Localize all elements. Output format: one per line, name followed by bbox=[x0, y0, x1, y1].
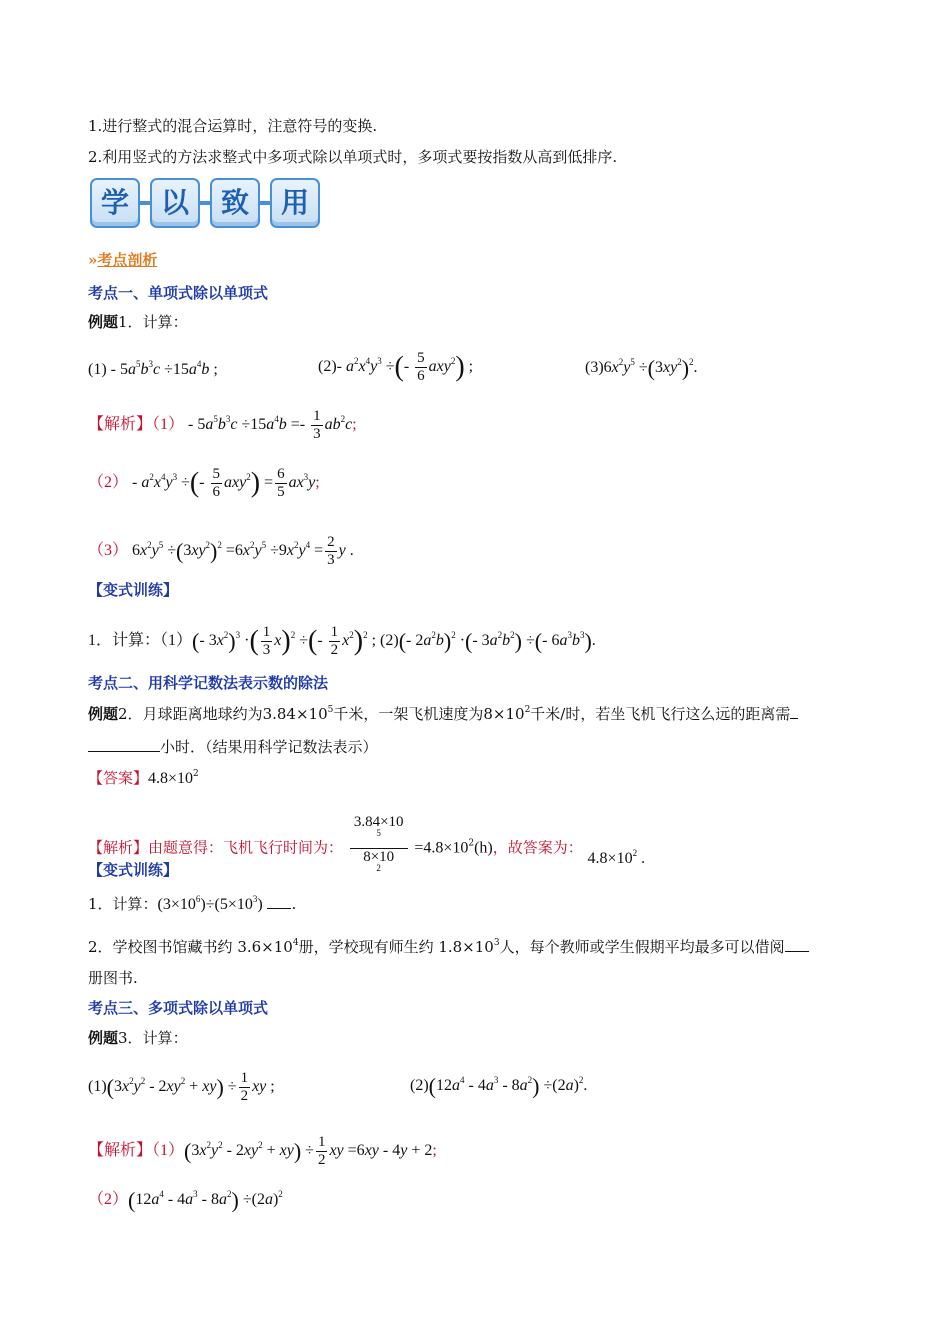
ex3-problem-1: $(1)(3x^2y^2 - 2xy^2 + xy)$ ÷ $\frac{1}{2}$ xy ; bbox=[88, 1070, 275, 1104]
section-title: 考点剖析 bbox=[97, 251, 158, 269]
bianshi-1-item-1: 1．计算：（1）(- $3x^2)^3$ ·( $\frac{1}{3}$ x)$^2$ ÷(- $\frac{1}{2}$ $x^2)^2$ ; (2)(- $2a^2b)^2$ ·(- $3a^2b^2$) ÷(- $6a^3b^3$). bbox=[88, 624, 596, 658]
kaodian-1-title: 考点一、单项式除以单项式 bbox=[88, 284, 269, 302]
ex3-solution-2: $(2)(12a^4 - 4a^3 - 8a^2) \div(2a)^2$ bbox=[88, 1187, 283, 1213]
banner-tile: 致 bbox=[210, 178, 260, 228]
banner-tile: 以 bbox=[150, 178, 200, 228]
example-3-label: 例题3．计算： bbox=[88, 1029, 188, 1047]
banner-tile: 学 bbox=[90, 178, 140, 228]
example-2-question-cont: 小时．（结果用科学记数法表示） bbox=[88, 737, 378, 757]
banner-tile: 用 bbox=[270, 178, 320, 228]
ex1-problem-3: $(3)6x^2y^5 \div(3xy^2)^2$. bbox=[585, 355, 698, 381]
note-1: 1.进行整式的混合运算时，注意符号的变换. bbox=[88, 117, 378, 135]
bianshi-1-title: 【变式训练】 bbox=[88, 581, 179, 599]
ex1-solution-3: （3） $6x^2y^5 \div(3xy^2)^2 =6x^2y^5 \div 9x^2y^4$ = $\frac{2}{3}$ y . bbox=[88, 534, 354, 568]
ex1-solution-1: 【解析】$(1) - 5a^5b^3c \div 15a^4b$ =- $\frac{1}{3}$ $ab^2c$; bbox=[88, 408, 357, 442]
bianshi-2-title: 【变式训练】 bbox=[88, 861, 179, 879]
example-2-answer: 【答案】$4.8\times 10^2$ bbox=[88, 769, 199, 787]
bianshi-2-item-1: 1．计算：$(3\times 10^6)\div(5\times 10^3)$ . bbox=[88, 894, 297, 913]
ex3-problem-2: $(2)(12a^4 - 4a^3 - 8a^2) \div(2a)^2$. bbox=[410, 1073, 588, 1099]
ex1-problem-2: (2)- $a^2x^4y^3$ ÷(- $\frac{5}{6}$ axy$^2$) ; bbox=[318, 350, 474, 384]
note-2: 2.利用竖式的方法求整式中多项式除以单项式时，多项式要按指数从高到低排序. bbox=[88, 148, 618, 166]
double-chevron-icon: » bbox=[88, 251, 98, 269]
ex3-solution-1: 【解析】$(1)(3x^2y^2 - 2xy^2 + xy)$ ÷ $\frac{1}{2}$ xy =6xy - 4y + 2; bbox=[88, 1134, 437, 1168]
banner-xue-yi-zhi-yong bbox=[90, 178, 320, 228]
kaodian-2-title: 考点二、用科学记数法表示数的除法 bbox=[88, 674, 329, 692]
example-1-label: 例题1．计算： bbox=[88, 313, 188, 331]
example-2-solution: 【解析】由题意得：飞机飞行时间为： 3.84×10 $^5$ 8×10 $^2$ $=4.8\times 10^2(h)$，故答案为： $4.8\times 10^2$ . bbox=[88, 814, 646, 873]
ex1-problem-1: $(1) - 5a^5b^3c \div 15a^4b$ ; bbox=[88, 359, 218, 378]
section-heading bbox=[88, 250, 157, 270]
bianshi-2-item-2: 2．学校图书馆藏书约 $3.6\times 10^4$册，学校现有师生约 $1.8\times 10^3$人，每个教师或学生假期平均最多可以借阅 bbox=[88, 937, 809, 957]
example-2-question: 例题2．月球距离地球约为$3.84\times 10^5$千米，一架飞机速度为$8\times 10^2$千米/时，若坐飞机飞行这么远的距离需 bbox=[88, 704, 798, 724]
bianshi-2-item-2-cont: 册图书. bbox=[88, 969, 138, 987]
kaodian-3-title: 考点三、多项式除以单项式 bbox=[88, 999, 269, 1017]
ex1-solution-2: $(2) - a^2x^4y^3$ ÷(- $\frac{5}{6}$ axy$^2$) = $\frac{6}{5}$ $ax^3y$; bbox=[88, 466, 320, 500]
